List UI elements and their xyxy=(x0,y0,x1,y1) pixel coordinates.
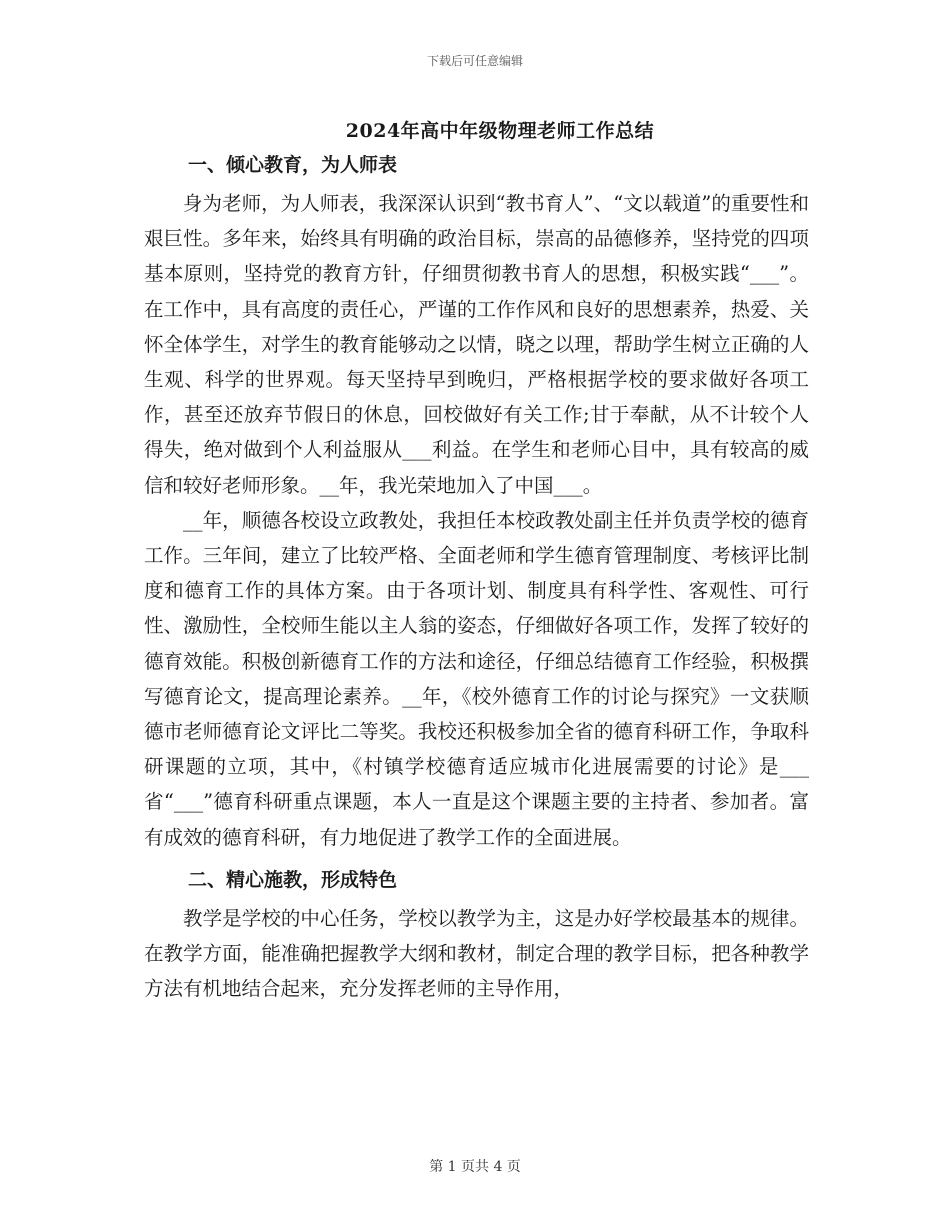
paragraph-2: __年，顺德各校设立政教处，我担任本校政教处副主任并负责学校的德育工作。三年间，建立了比较严格、全面老师和学生德育管理制度、考核评比制度和德育工作的具体方案。由于各项计划、制度具有科学性、客观性、可行性、激励性，全校师生能以主人翁的姿态，仔细做好各项工作，发挥了较好的德育效能。积极创新德育工作的方法和途径，仔细总结德育工作经验，积极撰写德育论文，提高理论素养。__年，《校外德育工作的讨论与探究》一文获顺德市老师德育论文评比二等奖。我校还积极参加全省的德育科研工作，争取科研课题的立项，其中，《村镇学校德育适应城市化进展需要的讨论》是___省“___”德育科研重点课题，本人一直是这个课题主要的主持者、参加者。富有成效的德育科研，有力地促进了教学工作的全面进展。 xyxy=(144,508,809,849)
page-header: 下载后可任意编辑 xyxy=(426,54,523,68)
document-title: 2024年高中年级物理老师工作总结 xyxy=(345,120,655,142)
paragraph-1: 身为老师，为人师表，我深深认识到“教书育人”、“文以载道”的重要性和艰巨性。多年来，始终具有明确的政治目标，崇高的品德修养，坚持党的四项基本原则，坚持党的教育方针，仔细贯彻教书育人的思想，积极实践“___”。在工作中，具有高度的责任心，严谨的工作作风和良好的思想素养，热爱、关怀全体学生，对学生的教育能够动之以情，晓之以理，帮助学生树立正确的人生观、科学的世界观。每天坚持早到晚归，严格根据学校的要求做好各项工作，甚至还放弃节假日的休息，回校做好有关工作;甘于奉献，从不计较个人得失，绝对做到个人利益服从___利益。在学生和老师心目中，具有较高的威信和较好老师形象。__年，我光荣地加入了中国___。 xyxy=(144,192,809,497)
document-body xyxy=(144,150,809,1006)
paragraph-3: 教学是学校的中心任务，学校以教学为主，这是办好学校最基本的规律。在教学方面，能准确把握教学大纲和教材，制定合理的教学目标，把各种教学方法有机地结合起来，充分发挥老师的主导作用， xyxy=(144,906,809,1001)
section-heading-1: 一、倾心教育，为人师表 xyxy=(188,154,398,176)
section-heading-2: 二、精心施教，形成特色 xyxy=(188,868,398,891)
page-footer: 第 1 页共 4 页 xyxy=(429,1159,521,1175)
